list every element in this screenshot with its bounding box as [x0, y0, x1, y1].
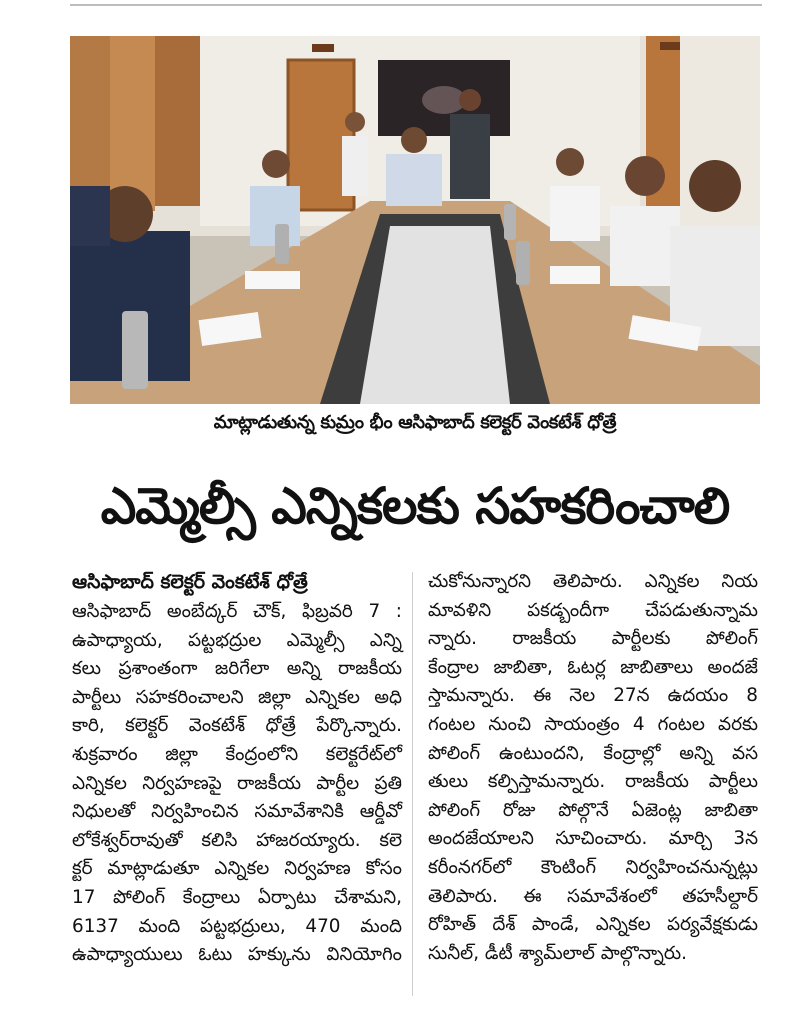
headline: ఎమ్మెల్సీ ఎన్నికలకు సహకరించాలి [100, 477, 730, 535]
body-line: క్టర్ మాట్లాడుతూ ఎన్నికల నిర్వహణ కోసం [72, 858, 402, 880]
body-line: అందజేయాలని సూచించారు. మార్చి 3న [428, 828, 758, 850]
body-line: చుకోనున్నారని తెలిపారు. ఎన్నికల నియ [428, 571, 758, 592]
body-line: ఎన్నికల నిర్వహణపై రాజకీయ పార్టీల ప్రతి [72, 772, 402, 794]
body-line: ఉపాధ్యాయ, పట్టభద్రుల ఎమ్మెల్సీ ఎన్ని [72, 629, 402, 651]
column-divider [412, 572, 413, 996]
body-line: గంటల నుంచి సాయంత్రం 4 గంటల వరకు [428, 713, 758, 735]
body-line: న్నారు. రాజకీయ పార్టీలకు పోలింగ్ [428, 628, 758, 650]
body-line: శుక్రవారం జిల్లా కేంద్రంలోని కలెక్టరేట్‌లో [72, 743, 402, 765]
photo-caption: మాట్లాడుతున్న కుమ్రం భీం ఆసిఫాబాద్ కలెక్టర్ వెంకటేశ్ ధోత్రే [213, 412, 617, 433]
meeting-photo [70, 36, 760, 404]
meeting-photo-illustration [70, 36, 760, 404]
body-line: 6137 మంది పట్టభద్రులు, 470 మంది [72, 915, 402, 937]
body-line: కలు ప్రశాంతంగా జరిగేలా అన్ని రాజకీయ [72, 658, 402, 680]
body-line: పోలింగ్ ఉంటుందని, కేంద్రాల్లో అన్ని వస [428, 742, 758, 764]
body-line: లోకేశ్వర్‌రావుతో కలిసి హాజరయ్యారు. కలె [72, 829, 402, 851]
body-line: తులు కల్పిస్తామన్నారు. రాజకీయ పార్టీలు [428, 771, 758, 793]
body-line: స్తామన్నారు. ఈ నెల 27న ఉదయం 8 [428, 685, 758, 707]
top-rule [70, 4, 762, 6]
body-line: సునీల్, డీటీ శ్యామ్‌లాల్ పాల్గొన్నారు. [428, 942, 687, 964]
byline: ఆసిఫాబాద్ కలెక్టర్ వెంకటేశ్ ధోత్రే [72, 571, 308, 593]
body-line: కరీంనగర్‌లో కౌంటింగ్ నిర్వహించనున్నట్లు [428, 856, 758, 878]
body-line: 17 పోలింగ్ కేంద్రాలు ఏర్పాటు చేశామని, [72, 886, 402, 908]
body-line: పోలింగ్ రోజు పోల్గొనే ఏజెంట్ల జాబితా [428, 799, 758, 821]
body-line: కేంద్రాల జాబితా, ఓటర్ల జాబితాలు అందజే [428, 656, 758, 678]
body-line: మావళిని పకడ్బందీగా చేపడుతున్నామ [428, 599, 758, 621]
body-line: ఆసిఫాబాద్ అంబేద్కర్ చౌక్, ఫిబ్రవరి 7 : [72, 601, 402, 622]
body-line: పార్టీలు సహకరించాలని జిల్లా ఎన్నికల అధి [72, 686, 402, 708]
body-line: రోహిత్ దేశ్ పాండే, ఎన్నికల పర్యవేక్షకుడు [428, 914, 758, 936]
body-line: కారి, కలెక్టర్ వెంకటేశ్ ధోత్రే పేర్కొన్నారు. [72, 715, 402, 737]
body-line: ఉపాధ్యాయులు ఓటు హక్కును వినియోగిం [72, 944, 402, 966]
body-line: తెలిపారు. ఈ సమావేశంలో తహసీల్దార్ [428, 885, 758, 907]
body-line: నిధులతో నిర్వహించిన సమావేశానికి ఆర్డీవో [72, 801, 402, 823]
article-column-left [72, 568, 402, 970]
article-column-right [428, 568, 758, 968]
